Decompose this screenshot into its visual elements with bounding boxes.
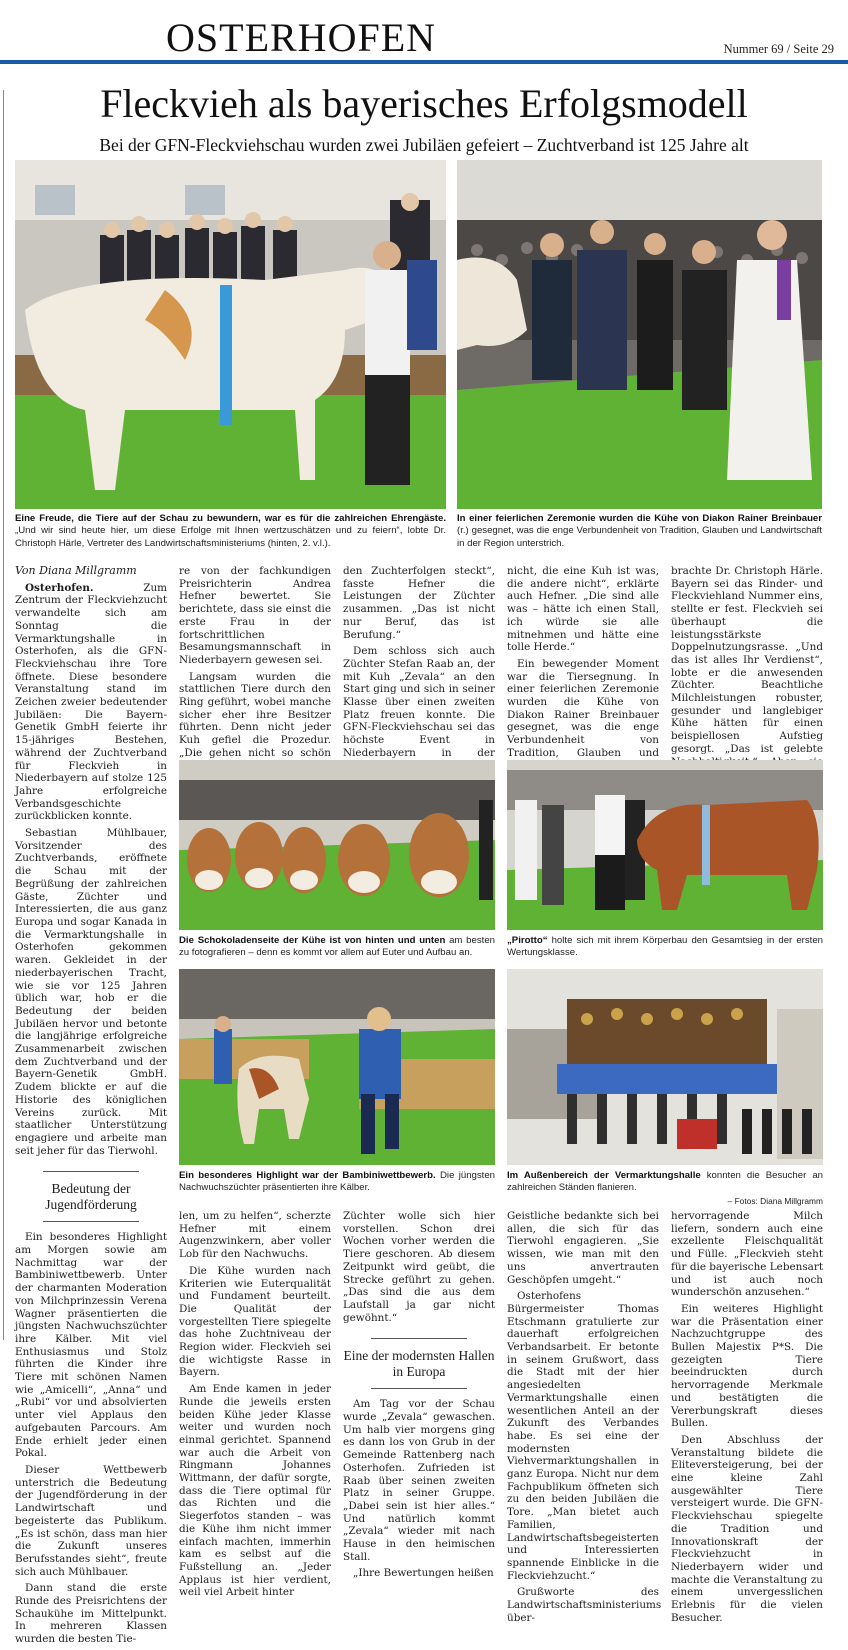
issue-info: Nummer 69 / Seite 29 [723, 42, 834, 56]
market-stall-photo [507, 969, 823, 1165]
dateline: Osterhofen. [25, 581, 94, 594]
paper-title: OSTERHOFEN [166, 15, 437, 60]
column-5-bottom [671, 1210, 823, 1629]
col5-bottom-paragraph-2: Ein weiteres Highlight war die Präsentation einer Nachzuchtgruppe des Bullen Majestix P*S. Die gezeigten Tiere beeindruckten durch hervorragende Merkmale und bestätigten die Vererbungskraft dieses Bullen. [671, 1302, 823, 1430]
caption-2-lead: In einer feierlichen Zeremonie wurden die Kühe von Diakon Rainer Breinbauer [457, 513, 822, 524]
headline: Fleckvieh als bayerisches Erfolgsmodell [100, 81, 748, 126]
masthead-rule [0, 60, 848, 64]
col3-top-paragraph-2: Dem schloss sich auch Züchter Stefan Raab an, der mit Kuh „Zevala“ an den Start ging und sich in seiner Klasse über einen zweiten Platz freuen konnte. Die GFN-Fleckviehschau sei das höchste Event in Niederbayern in der [343, 645, 495, 759]
caption-photo-4 [507, 935, 823, 960]
col1-paragraph-1: Zum Zentrum der Fleckviehzucht verwandelte sich am Sonntag die Vermarktungshalle in Osterhofen, als die GFN-Fleckviehschau ihre Tore öffnete. Diese besondere Veranstaltung stand im Zeichen zweier bedeutender Jubiläen: Die Bayern-Genetik GmbH feierte ihr 15-jähriges Bestehen, während der Zuchtverband für Fleckvieh in Niederbayern auf stolze 125 Jahre erfolgreiche Verbandsgeschichte zurückblicken konnte. [15, 581, 167, 823]
col2-bottom-paragraph-3: Am Ende kamen in jeder Runde die jeweils ersten beiden Kühe jeder Klasse weiter und wurden noch einmal gerichtet. Spannend war auch die Arbeit von Ringmann Johannes Wittmann, der dafür sorgte, dass die Tiere optimal für das Richten und die Siegerfotos standen – was die Kühe ihm nicht immer einfach machten, immerhin kam es selbst auf die Fußstellung an. „Jeder Applaus ist hier verdient, weil viel Arbeit hinter [179, 1383, 331, 1599]
caption-1-lead: Eine Freude, die Tiere auf der Schau zu bewundern, war es für die zahlreichen Ehrengäste. [15, 513, 446, 524]
col4-bottom-paragraph-3: Grußworte des Landwirtschaftsministeriums über- [507, 1586, 662, 1624]
bambini-competition-photo [179, 969, 495, 1165]
col1-paragraph-5: Dann stand die erste Runde des Preisrichtens der Schaukühe im Mittelpunkt. In mehreren Klassen wurden die besten Tie- [15, 1582, 167, 1646]
col4-top-paragraph-1: nicht, die eine Kuh ist was, die andere nicht“, erklärte auch Hefner. „Die sind alle was – hätte ich einen Stall, ich würde sie alle mitnehmen und hätte eine tolle Herde.“ [507, 565, 659, 654]
blessing-ceremony-photo [457, 160, 822, 509]
col2-bottom-paragraph-1: len, um zu helfen“, scherzte Hefner mit einem Augenzwinkern, aber voller Lob für den Nachwuchs. [179, 1210, 331, 1261]
col1-paragraph-3: Ein besonderes Highlight am Morgen sowie am Nachmittag war der Bambiniwettbewerb. Unter der charmanten Moderation von Milchprinzessin Verena Wagner präsentierten die jüngsten Nachwuchszüchter ihre Kälber. Mit viel Enthusiasmus und Stolz führten die Kinder ihre Tiere mit schönen Namen wie „Amicelli“, „Anna“ und „Rubi“ vor und absolvierten unter viel Applaus den aufgebauten Parcours. Am Ende erhielt jeder einen Pokal. [15, 1231, 167, 1460]
caption-6-lead: Im Außenbereich der Vermarktungshalle [507, 1170, 701, 1181]
caption-photo-2 [457, 513, 822, 550]
col4-bottom-paragraph-2: Osterhofens Bürgermeister Thomas Etschmann gratulierte zur dauerhaft erfolgreichen Verbandsarbeit. Er betonte in seinem Grußwort, dass die Stadt mit der hier angesiedelten Vermarktungshalle einen wesentlichen Anteil an der Zukunft des Verbandes habe. Es sei eine der modernsten Viehvermarktungshallen in ganz Europa. Nicht nur dem Fachpublikum öffneten sich zu den beiden Jubiläen die Tore. „Man bietet auch Familien, Landwirtschaftsbegeisterten und Interessierten spannende Einblicke in die Fleckviehzucht.“ [507, 1290, 659, 1582]
photo-credit: – Fotos: Diana Millgramm [727, 1195, 823, 1206]
caption-1-text: „Und wir sind heute hier, um diese Erfolge mit Ihnen wertzuschätzen und zu feiern“, lobte Dr. Christoph Härle, Vertreter des Landwirtschaftsministeriums (hinten, 2. v.l.). [15, 525, 446, 549]
pirotto-cow-photo [507, 760, 823, 930]
col1-paragraph-4: Dieser Wettbewerb unterstrich die Bedeutung der Jugendförderung in der Landwirtschaft und begeisterte das Publikum. „Es ist schön, dass man hier die Zukunft unseres Berufsstandes sieht“, freute sich auch Mühlbauer. [15, 1464, 167, 1578]
col4-top-paragraph-2: Ein bewegender Moment war die Tiersegnung. In einer feierlichen Zeremonie wurden die Kühe von Diakon Rainer Breinbauer gesegnet, was die enge Verbundenheit von Tradition, Glauben und [507, 657, 659, 759]
col5-bottom-paragraph-3: Den Abschluss der Veranstaltung bildete die Eliteversteigerung, bei der eine kleine Zahl ausgewählter Tiere versteigert wurde. Die GFN-Fleckviehschau spiegelte die Tradition und Innovationskraft der Fleckviehzucht in Niederbayern wider und machte die Veranstaltung zu einem unvergesslichen Erlebnis für die vielen Besucher. [671, 1433, 823, 1624]
col3-top-paragraph-1: den Zuchterfolgen steckt“, fasste Hefner die Leistungen der Züchter zusammen. „Das ist nicht nur Beruf, das ist Berufung.“ [343, 565, 495, 641]
col4-bottom-paragraph-1: Geistliche bedankte sich bei allen, die sich für das Tierwohl engagieren. „Sie wissen, wie man mit den uns anvertrauten Geschöpfen umgeht.“ [507, 1210, 659, 1286]
column-5-top [671, 565, 823, 785]
column-1 [15, 565, 167, 1650]
caption-5-text: Die jüngsten Nachwuchszüchter präsentierten ihre Kälber. [179, 1170, 495, 1194]
caption-5-lead: Ein besonderes Highlight war der Bambiniwettbewerb. [179, 1170, 436, 1181]
masthead [0, 0, 848, 66]
column-4-top [507, 565, 659, 789]
byline: Von Diana Millgramm [15, 564, 137, 577]
cows-from-behind-photo [179, 760, 495, 930]
caption-3-text: am besten zu fotografieren – denn es kommt vor allem auf Euter und Aufbau an. [179, 935, 495, 959]
col2-top-paragraph-2: Langsam wurden die stattlichen Tiere durch den Ring geführt, wobei manche sicher eher ihre Besitzer führten. Denn nicht jeder Kuh gefiel die Prozedur. „Die gehen nicht so schön [179, 670, 331, 759]
caption-photo-1 [15, 513, 446, 550]
column-2-bottom [179, 1210, 331, 1603]
col3-bottom-paragraph-3: „Ihre Bewertungen heißen [353, 1567, 494, 1580]
caption-2-text: (r.) gesegnet, was die enge Verbundenheit von Tradition, Glauben und Landwirtschaft in der Region unterstrich. [457, 525, 822, 549]
caption-photo-6 [507, 1170, 823, 1207]
caption-photo-3 [179, 935, 495, 960]
col3-bottom-paragraph-2: Am Tag vor der Schau wurde „Zevala“ gewaschen. Um halb vier morgens ging es dann los von Grub in der Gemeinde Rattenberg nach Osterhofen. Zufrieden ist Raab über seinen zweiten Platz in seiner Gruppe. „Dabei sein ist hier alles.“ Und natürlich kommt „Zevala“ wieder mit nach Hause in den heimischen Stall. [343, 1398, 495, 1563]
caption-3-lead: Die Schokoladenseite der Kühe ist von hinten und unten [179, 935, 446, 946]
col3-bottom-paragraph-1: Züchter wolle sich hier vorstellen. Schon drei Wochen vorher werden die Tiere geschoren. Ab diesem Zeitpunkt wird geübt, die Strecke geführt zu gehen. „Das sind die aus dem Laufstall ja gar nicht gewöhnt.“ [343, 1210, 495, 1324]
caption-photo-5 [179, 1170, 495, 1195]
col2-top-paragraph-1: re von der fachkundigen Preisrichterin Andrea Hefner bewertet. Sie berichtete, dass sie einst die erste Frau in der fortschrittlichen Besamungsmannschaft in Niederbayern gewesen sei. [179, 565, 331, 666]
caption-4-lead: „Pirotto“ [507, 935, 548, 946]
section-heading-jugend: Bedeutung der Jugendförderung [15, 1171, 167, 1213]
column-3-bottom [343, 1210, 495, 1584]
caption-6-text: konnten die Besucher an zahlreichen Ständen flanieren. [507, 1170, 823, 1194]
col1-paragraph-2: Sebastian Mühlbauer, Vorsitzender des Zuchtverbands, eröffnete die Schau mit der Begrüßung der zahlreichen Gäste, Züchter und Interessierten, die aus ganz Europa und sogar Kanada in die Vermarktungshalle in Osterhofen gekommen waren. Gekleidet in der niederbayerischen Tracht, wie sie vor 125 Jahren üblich war, hob er die Bedeutung der beiden Jubiläen hervor und betonte die langjährige erfolgreiche Zusammenarbeit zwischen dem Zuchtverband und der Bayern-Genetik GmbH. Zudem blickte er auf die Historie des königlichen Vereins zurück. Mit staatlicher Unterstützung engagiere und arbeite man seit jeher für das Tierwohl. [15, 827, 167, 1157]
col5-bottom-paragraph-1: hervorragende Milch liefern, sondern auch eine exzellente Fleischqualität und Fülle. „Fleckvieh steht für die bayerische Lebensart und ist auch noch wunderschön anzusehen.“ [671, 1210, 823, 1299]
subheadline: Bei der GFN-Fleckviehschau wurden zwei Jubiläen gefeiert – Zuchtverband ist 125 Jahre alt [99, 135, 749, 155]
caption-4-text: holte sich mit ihrem Körperbau den Gesamtsieg in der ersten Wertungsklasse. [507, 935, 823, 959]
section-heading-hallen: Eine der modernsten Hallen in Europa [343, 1338, 495, 1380]
col2-bottom-paragraph-2: Die Kühe wurden nach Kriterien wie Euterqualität und Fundament beurteilt. Die Qualität der vorgestellten Tiere spiegelte das hohe Zuchtniveau der Region wider. Fleckvieh sei die wichtigste Rasse in Bayern. [179, 1264, 331, 1379]
column-4-bottom [507, 1210, 662, 1629]
col5-top-paragraph-1: brachte Dr. Christoph Härle. Bayern sei das Rinder- und Fleckviehland Nummer eins, stellte er fest. Fleckvieh sei überhaupt die leistungsstärkste Doppelnutzungsrasse. „Und das ist alles Ihr Verdienst“, lobte er die anwesenden Züchter. Beachtliche Milchleistungen robuster, gesunder und langlebiger Kühe hätten für einen beispiellosen Aufstieg gesorgt. „Das ist gelebte [671, 565, 823, 755]
left-margin-rule [3, 90, 4, 1340]
cow-with-dignitaries-photo [15, 160, 446, 509]
